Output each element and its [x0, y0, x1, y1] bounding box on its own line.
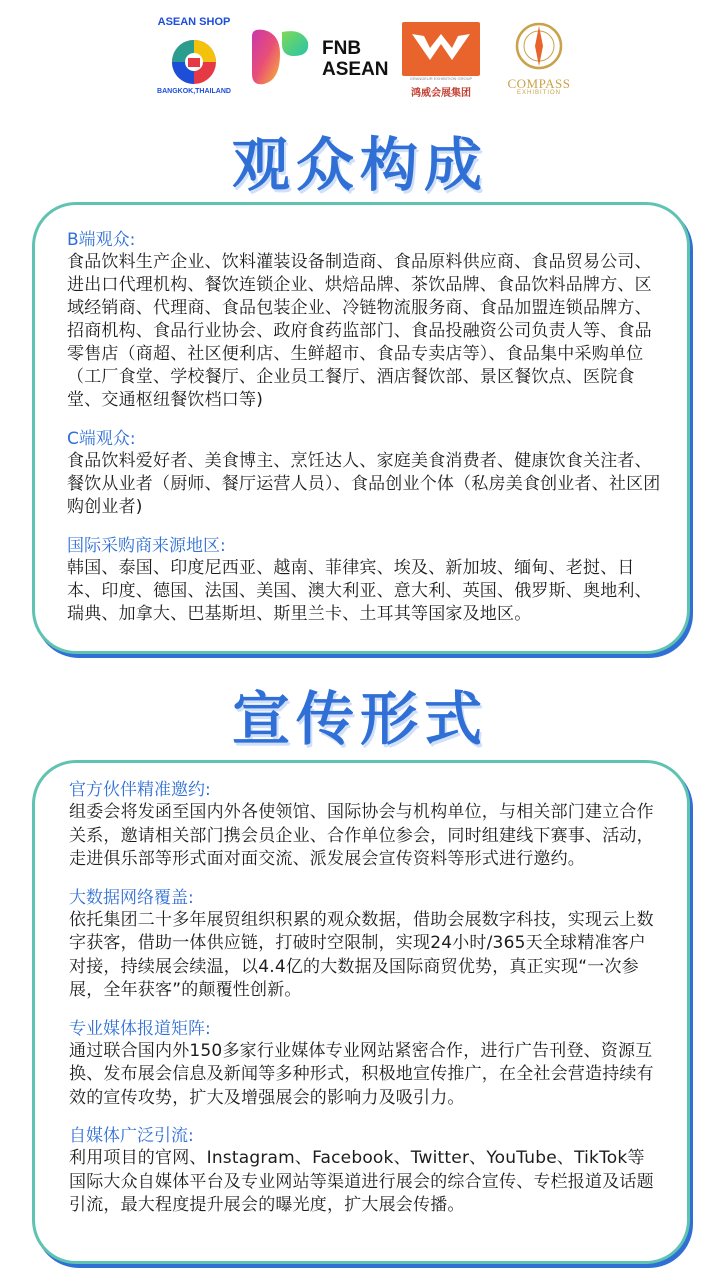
grandeur-chinese-name: 鸿威会展集团	[411, 88, 471, 99]
media-matrix-text: 通过联合国内外150多家行业媒体专业网站紧密合作，进行广告刊登、资源互换、发布展会信息及新闻等多种形式，积极地宣传推广，在全社会营造持续有效的宣传攻势，扩大及增强展会的影响力及吸引力。	[69, 1040, 654, 1108]
big-data-coverage-block	[69, 887, 661, 1003]
big-data-coverage-heading: 大数据网络覆盖:	[69, 887, 194, 908]
asean-shop-location: BANGKOK,THAILAND	[157, 88, 231, 95]
official-partner-invitation-text: 组委会将发函至国内外各使领馆、国际协会与机构单位，与相关部门建立合作关系，邀请相关部门携会员企业、合作单位参会，同时组建线下赛事、活动，走进俱乐部等形式面对面交流、派发展会宣传资料等形式进行邀约。	[69, 802, 654, 869]
b-side-audience-text: 食品饮料生产企业、饮料灌装设备制造商、食品原料供应商、食品贸易公司、进出口代理机构、餐饮连锁企业、烘焙品牌、茶饮品牌、食品饮料品牌方、区域经销商、代理商、食品包装企业、冷链物流服务商、食品加盟连锁品牌方、招商机构、食品行业协会、政府食药监部门、食品投融资公司负责人等、食品零售店（商超、社区便利店、生鲜超市、食品专卖店等）、食品集中采购单位（工厂食堂、学校餐厅、企业员工餐厅、酒店餐饮部、景区餐饮点、医院食堂、交通枢纽餐饮档口等)	[67, 252, 652, 410]
international-buyers-heading: 国际采购商来源地区:	[67, 536, 226, 556]
fnb-asean-logo	[246, 26, 396, 90]
international-buyers-block	[67, 535, 661, 626]
grandeur-logo-mark	[402, 22, 480, 76]
asean-text: ASEAN	[322, 59, 389, 80]
compass-subtitle: EXHIBITION	[516, 90, 561, 96]
media-matrix-heading: 专业媒体报道矩阵:	[69, 1018, 211, 1039]
promotion-card	[32, 760, 690, 1264]
compass-exhibition-logo	[502, 18, 576, 98]
grandeur-english-name: GRANDEUR EXHIBITION GROUP	[409, 76, 473, 81]
international-buyers-text: 韩国、泰国、印度尼西亚、越南、菲律宾、埃及、新加坡、缅甸、老挝、日本、印度、德国、法国、美国、澳大利亚、意大利、英国、俄罗斯、奥地利、瑞典、加拿大、巴基斯坦、斯里兰卡、土耳其等国家及地区。	[67, 558, 652, 624]
compass-logo-mark	[502, 18, 576, 76]
fnb-text: FNB	[322, 38, 362, 59]
c-side-audience-heading: C端观众:	[67, 429, 136, 449]
self-media-traffic-heading: 自媒体广泛引流:	[69, 1126, 194, 1146]
official-partner-invitation-heading: 官方伙伴精准邀约:	[69, 780, 211, 800]
media-matrix-block	[69, 1018, 661, 1111]
promotion-section-title: 宣传形式	[231, 685, 488, 753]
official-partner-invitation-block	[69, 779, 661, 872]
grandeur-exhibition-logo	[402, 22, 480, 98]
b-side-audience-block	[67, 229, 661, 412]
compass-name: COMPASS	[507, 76, 571, 91]
audience-card	[32, 202, 690, 654]
fnb-logo-mark	[246, 26, 316, 90]
big-data-coverage-text: 依托集团二十多年展贸组织积累的观众数据，借助会展数字科技，实现云上数字获客，借助一体供应链，打破时空限制，实现24小时/365天全球精准客户对接，持续展会续温，以4.4亿的大数据及国际商贸优势，真正实现“一次参展，全年获客”的颠覆性创新。	[69, 909, 654, 1000]
c-side-audience-block	[67, 428, 661, 519]
fnb-asean-name	[322, 38, 389, 80]
b-side-audience-heading: B端观众:	[67, 230, 136, 250]
logo-bar	[0, 8, 720, 106]
audience-section-title: 观众构成	[231, 131, 488, 199]
self-media-traffic-block	[69, 1125, 661, 1218]
asean-shop-logo	[150, 14, 238, 102]
self-media-traffic-text: 利用项目的官网、Instagram、Facebook、Twitter、YouTube、TikTok等国际大众自媒体平台及专业网站等渠道进行展会的综合宣传、专栏报道及话题引流，最大程度提升展会的曝光度，扩大展会传播。	[69, 1148, 654, 1215]
asean-shop-name: ASEAN SHOP	[157, 16, 231, 28]
c-side-audience-text: 食品饮料爱好者、美食博主、烹饪达人、家庭美食消费者、健康饮食关注者、餐饮从业者（厨师、餐厅运营人员）、食品创业个体（私房美食创业者、社区团购创业者)	[67, 451, 661, 517]
